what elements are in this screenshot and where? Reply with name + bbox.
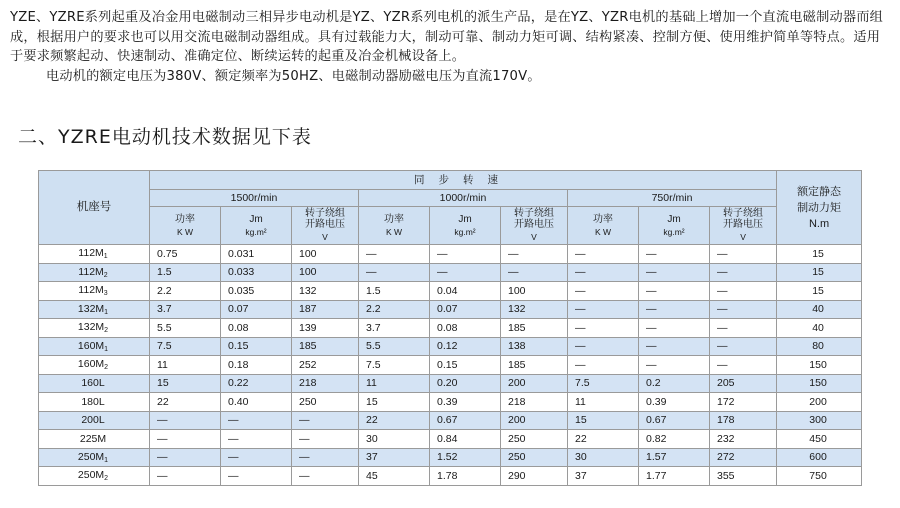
cell-value: 205 <box>710 374 777 393</box>
table-row <box>39 448 862 467</box>
cell-model <box>39 448 150 467</box>
cell-value: 15 <box>568 411 639 430</box>
cell-value: — <box>710 245 777 264</box>
model-subscript: 2 <box>104 327 109 335</box>
cell-value: — <box>568 282 639 301</box>
header-unit: K W <box>385 226 403 237</box>
header-unit: K W <box>176 226 194 237</box>
cell-value: 7.5 <box>359 356 430 375</box>
cell-value: 0.07 <box>221 300 292 319</box>
cell-value: 5.5 <box>359 337 430 356</box>
cell-value: 22 <box>150 393 221 412</box>
table-row <box>39 263 862 282</box>
cell-value: 0.12 <box>430 337 501 356</box>
cell-value: — <box>150 467 221 486</box>
cell-value: — <box>150 430 221 449</box>
cell-value: — <box>359 263 430 282</box>
cell-value: 0.40 <box>221 393 292 412</box>
cell-value: 187 <box>292 300 359 319</box>
cell-value: 0.033 <box>221 263 292 282</box>
cell-value: — <box>639 282 710 301</box>
cell-value: 138 <box>501 337 568 356</box>
cell-value: — <box>221 411 292 430</box>
cell-value: 30 <box>359 430 430 449</box>
intro-text <box>10 8 892 86</box>
cell-torque: 300 <box>777 411 862 430</box>
table-row <box>39 467 862 486</box>
header-unit: kg.m² <box>245 226 267 237</box>
cell-torque: 200 <box>777 393 862 412</box>
model-base: 132M <box>77 321 105 334</box>
cell-model <box>39 467 150 486</box>
header-label: 转子绕组 <box>723 208 764 219</box>
cell-model <box>39 263 150 282</box>
model-subscript: 2 <box>103 271 108 279</box>
model-subscript: 1 <box>104 308 109 316</box>
cell-torque: 150 <box>777 374 862 393</box>
model-base: 160L <box>81 377 105 390</box>
cell-value: 0.08 <box>221 319 292 338</box>
cell-value: 11 <box>150 356 221 375</box>
model-subscript: 2 <box>104 475 109 483</box>
cell-value: 2.2 <box>150 282 221 301</box>
cell-torque: 15 <box>777 245 862 264</box>
cell-value: 185 <box>292 337 359 356</box>
cell-value: 250 <box>501 430 568 449</box>
cell-value: 0.75 <box>150 245 221 264</box>
table-header <box>39 171 862 245</box>
cell-value: — <box>150 411 221 430</box>
cell-value: 1.52 <box>430 448 501 467</box>
cell-value: 11 <box>568 393 639 412</box>
cell-torque: 15 <box>777 282 862 301</box>
cell-value: — <box>568 263 639 282</box>
cell-value: 0.08 <box>430 319 501 338</box>
table-row <box>39 282 862 301</box>
table-row <box>39 245 862 264</box>
header-label: 转子绕组 <box>305 208 345 219</box>
header-torque-line2: 制动力矩 <box>797 201 842 214</box>
header-label: 开路电压 <box>305 219 345 230</box>
cell-value: 1.5 <box>359 282 430 301</box>
table-row <box>39 430 862 449</box>
cell-value: — <box>221 430 292 449</box>
model-subscript: 1 <box>104 456 109 464</box>
cell-value: 45 <box>359 467 430 486</box>
cell-model <box>39 411 150 430</box>
cell-value: — <box>430 245 501 264</box>
header-power-0 <box>150 207 221 245</box>
model-base: 160M <box>77 358 105 371</box>
header-rotor-voltage-1 <box>501 207 568 245</box>
model-base: 180L <box>81 395 105 408</box>
cell-model <box>39 300 150 319</box>
cell-value: — <box>710 282 777 301</box>
cell-value: 0.031 <box>221 245 292 264</box>
model-subscript: 2 <box>104 364 109 372</box>
cell-value: 5.5 <box>150 319 221 338</box>
cell-value: 1.57 <box>639 448 710 467</box>
cell-value: 272 <box>710 448 777 467</box>
cell-value: 0.67 <box>639 411 710 430</box>
cell-torque: 80 <box>777 337 862 356</box>
cell-value: — <box>568 245 639 264</box>
cell-value: — <box>639 300 710 319</box>
cell-value: 30 <box>568 448 639 467</box>
cell-value: 250 <box>501 448 568 467</box>
cell-torque: 450 <box>777 430 862 449</box>
column-header-row <box>39 207 862 245</box>
cell-value: — <box>568 356 639 375</box>
header-power-1 <box>359 207 430 245</box>
cell-model <box>39 393 150 412</box>
header-torque-line1: 额定静态 <box>797 185 842 198</box>
header-jm-1 <box>430 207 501 245</box>
cell-value: 1.78 <box>430 467 501 486</box>
header-speed-750: 750r/min <box>568 190 777 207</box>
cell-value: — <box>710 263 777 282</box>
cell-value: 2.2 <box>359 300 430 319</box>
cell-value: — <box>568 337 639 356</box>
cell-value: 22 <box>568 430 639 449</box>
table-row <box>39 300 862 319</box>
intro-paragraph-2: 电动机的额定电压为380V、额定频率为50HZ、电磁制动器励磁电压为直流170V。 <box>46 68 541 84</box>
cell-value: 185 <box>501 319 568 338</box>
header-label: 转子绕组 <box>514 208 554 219</box>
cell-value: 0.22 <box>221 374 292 393</box>
cell-value: 178 <box>710 411 777 430</box>
cell-value: — <box>221 467 292 486</box>
cell-value: — <box>292 430 359 449</box>
header-speed-1000: 1000r/min <box>359 190 568 207</box>
header-unit: K W <box>594 226 612 237</box>
cell-torque: 750 <box>777 467 862 486</box>
cell-value: 0.15 <box>430 356 501 375</box>
header-label: Jm <box>249 213 263 225</box>
table-row <box>39 374 862 393</box>
header-jm-2 <box>639 207 710 245</box>
cell-model <box>39 430 150 449</box>
cell-value: 100 <box>292 245 359 264</box>
cell-value: 37 <box>568 467 639 486</box>
cell-value: 0.39 <box>430 393 501 412</box>
cell-value: 218 <box>501 393 568 412</box>
header-label: 功率 <box>593 213 613 225</box>
cell-value: 232 <box>710 430 777 449</box>
cell-value: 172 <box>710 393 777 412</box>
cell-value: 250 <box>292 393 359 412</box>
table-row <box>39 319 862 338</box>
cell-value: — <box>639 245 710 264</box>
cell-value: 132 <box>292 282 359 301</box>
header-label: 开路电压 <box>723 219 764 230</box>
cell-value: 0.15 <box>221 337 292 356</box>
header-label: 功率 <box>175 213 195 225</box>
header-label: 开路电压 <box>514 219 554 230</box>
cell-value: 37 <box>359 448 430 467</box>
cell-value: 11 <box>359 374 430 393</box>
model-base: 132M <box>77 302 105 315</box>
cell-value: — <box>501 263 568 282</box>
model-base: 160M <box>77 339 105 352</box>
cell-value: 1.77 <box>639 467 710 486</box>
cell-value: 290 <box>501 467 568 486</box>
cell-value: 0.84 <box>430 430 501 449</box>
header-torque-unit: N.m <box>808 217 830 230</box>
header-rotor-voltage-0 <box>292 207 359 245</box>
specs-table <box>38 170 862 486</box>
cell-value: 100 <box>292 263 359 282</box>
cell-value: 355 <box>710 467 777 486</box>
cell-model <box>39 282 150 301</box>
cell-value: — <box>639 319 710 338</box>
model-subscript: 1 <box>103 253 108 261</box>
cell-value: 15 <box>359 393 430 412</box>
header-power-2 <box>568 207 639 245</box>
cell-value: 0.18 <box>221 356 292 375</box>
cell-torque: 15 <box>777 263 862 282</box>
cell-value: 0.20 <box>430 374 501 393</box>
cell-value: 22 <box>359 411 430 430</box>
cell-value: — <box>221 448 292 467</box>
cell-value: — <box>501 245 568 264</box>
cell-value: 0.67 <box>430 411 501 430</box>
header-label: Jm <box>667 213 681 225</box>
table-body <box>39 245 862 486</box>
cell-value: — <box>710 337 777 356</box>
cell-value: 100 <box>501 282 568 301</box>
table-row <box>39 393 862 412</box>
header-unit: V <box>740 232 746 242</box>
header-unit: V <box>322 232 328 242</box>
cell-value: — <box>292 467 359 486</box>
model-base: 250M <box>77 450 105 463</box>
cell-value: 139 <box>292 319 359 338</box>
model-subscript: 1 <box>104 345 109 353</box>
cell-value: 200 <box>501 411 568 430</box>
cell-model <box>39 319 150 338</box>
header-unit: kg.m² <box>663 226 685 237</box>
header-label: 功率 <box>384 213 404 225</box>
cell-value: 3.7 <box>359 319 430 338</box>
cell-value: — <box>710 319 777 338</box>
cell-model <box>39 337 150 356</box>
model-base: 112M <box>78 265 104 278</box>
cell-value: 7.5 <box>150 337 221 356</box>
cell-torque: 150 <box>777 356 862 375</box>
cell-value: — <box>710 356 777 375</box>
model-base: 200L <box>81 414 105 427</box>
cell-value: — <box>568 319 639 338</box>
model-base: 112M <box>78 247 104 260</box>
model-subscript: 3 <box>103 290 108 298</box>
cell-value: 0.035 <box>221 282 292 301</box>
table-row <box>39 356 862 375</box>
cell-value: 0.2 <box>639 374 710 393</box>
cell-value: — <box>292 411 359 430</box>
model-base: 250M <box>77 469 105 482</box>
cell-torque: 600 <box>777 448 862 467</box>
header-label: Jm <box>458 213 472 225</box>
header-unit: kg.m² <box>454 226 476 237</box>
cell-model <box>39 374 150 393</box>
cell-value: 7.5 <box>568 374 639 393</box>
cell-model <box>39 356 150 375</box>
cell-value: 0.07 <box>430 300 501 319</box>
cell-value: 0.39 <box>639 393 710 412</box>
header-speed-1500: 1500r/min <box>150 190 359 207</box>
cell-torque: 40 <box>777 319 862 338</box>
cell-value: 3.7 <box>150 300 221 319</box>
section-heading: 二、YZRE电动机技术数据见下表 <box>18 126 312 148</box>
cell-value: 218 <box>292 374 359 393</box>
model-base: 225M <box>79 432 107 445</box>
cell-value: 200 <box>501 374 568 393</box>
cell-value: 185 <box>501 356 568 375</box>
header-model: 机座号 <box>39 171 150 245</box>
header-rotor-voltage-2 <box>710 207 777 245</box>
cell-value: 0.82 <box>639 430 710 449</box>
cell-value: — <box>568 300 639 319</box>
cell-value: 132 <box>501 300 568 319</box>
cell-value: 0.04 <box>430 282 501 301</box>
header-torque <box>777 171 862 245</box>
cell-value: — <box>710 300 777 319</box>
cell-model <box>39 245 150 264</box>
header-sync-speed: 同步转速 <box>150 171 777 190</box>
cell-value: 15 <box>150 374 221 393</box>
cell-value: — <box>639 356 710 375</box>
cell-value: — <box>639 263 710 282</box>
cell-torque: 40 <box>777 300 862 319</box>
model-base: 112M <box>78 284 104 297</box>
header-unit: V <box>531 232 537 242</box>
intro-paragraph-1: YZE、YZRE系列起重及冶金用电磁制动三相异步电动机是YZ、YZR系列电机的派生产品，是在YZ、YZR电机的基础上增加一个直流电磁制动器而组成，根据用户的要求也可以用交流电磁制动器组成。具有过载能力大，制动可靠、制动力矩可调、结构紧凑、控制方便、使用维护简单等特点。适用于要求频繁起动、快速制动、准确定位、断续运转的起重及冶金机械设备上。 <box>10 10 884 64</box>
cell-value: — <box>150 448 221 467</box>
table-row <box>39 411 862 430</box>
table-row <box>39 337 862 356</box>
cell-value: — <box>359 245 430 264</box>
cell-value: — <box>430 263 501 282</box>
header-jm-0 <box>221 207 292 245</box>
cell-value: — <box>292 448 359 467</box>
cell-value: — <box>639 337 710 356</box>
cell-value: 252 <box>292 356 359 375</box>
cell-value: 1.5 <box>150 263 221 282</box>
